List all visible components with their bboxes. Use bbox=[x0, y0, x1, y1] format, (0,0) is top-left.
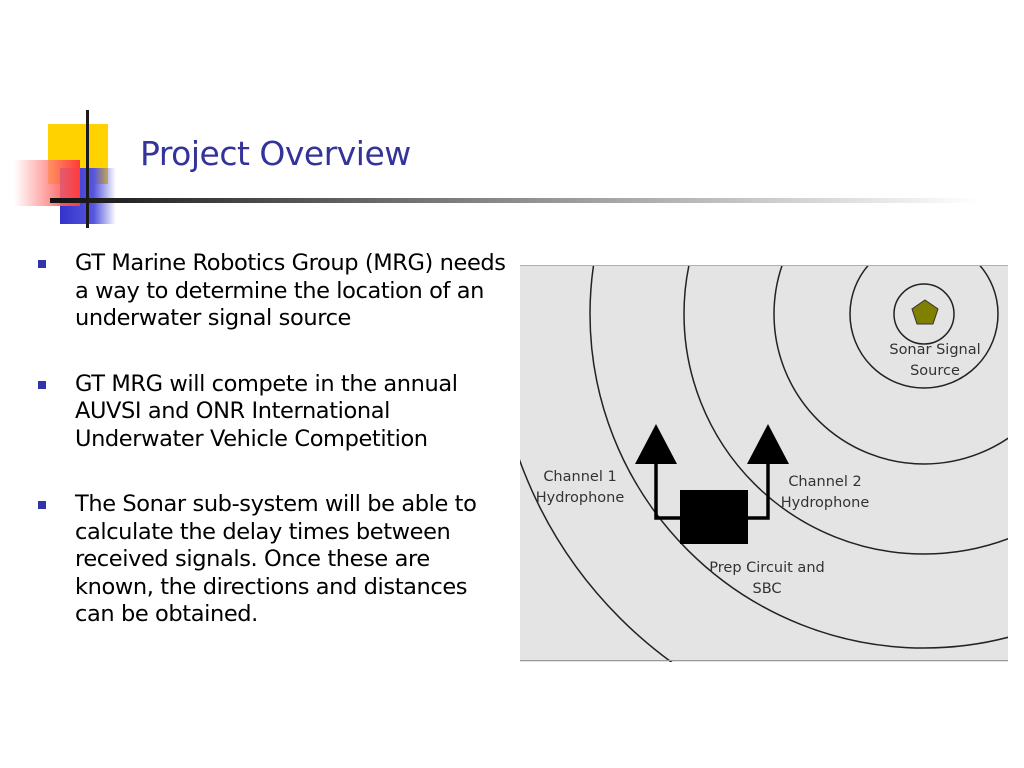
diagram-top-border bbox=[520, 265, 1008, 266]
bullet-item bbox=[34, 371, 512, 454]
sonar-source-label-line2: Source bbox=[910, 363, 960, 379]
channel2-hydrophone-arrow-icon bbox=[747, 424, 789, 464]
sonar-source-label-line1: Sonar Signal bbox=[889, 342, 981, 358]
sonar-diagram-svg bbox=[520, 266, 1008, 662]
channel1-hydrophone-arrow-icon bbox=[635, 424, 677, 464]
prep-circuit-label-line1: Prep Circuit and bbox=[709, 560, 825, 576]
channel2-connection-line bbox=[746, 462, 768, 518]
bullet-text: The Sonar sub-system will be able to calculate the delay times between received signals. Once these are known, the directions and distances can be obtained. bbox=[75, 491, 477, 627]
bullet-item bbox=[34, 491, 512, 629]
bullet-square-icon bbox=[38, 501, 46, 509]
slide-title: Project Overview bbox=[140, 134, 411, 173]
title-deco-vertical-line bbox=[86, 110, 89, 228]
title-underline bbox=[50, 198, 980, 203]
channel1-label-line1: Channel 1 bbox=[543, 469, 617, 485]
channel2-label-line2: Hydrophone bbox=[780, 495, 870, 511]
bullet-text: GT MRG will compete in the annual AUVSI and ONR International Underwater Vehicle Competition bbox=[75, 370, 458, 452]
prep-circuit-box bbox=[680, 490, 748, 544]
sonar-diagram bbox=[520, 266, 1008, 662]
bullet-square-icon bbox=[38, 381, 46, 389]
channel1-connection-line bbox=[656, 462, 682, 518]
bullet-square-icon bbox=[38, 260, 46, 268]
sonar-source-pentagon-icon bbox=[912, 300, 938, 324]
channel1-label-line2: Hydrophone bbox=[535, 490, 625, 506]
signal-wave-ring bbox=[774, 266, 1008, 464]
bullet-item bbox=[34, 250, 512, 333]
channel2-label-line1: Channel 2 bbox=[788, 474, 862, 490]
bullet-list bbox=[34, 250, 512, 667]
prep-circuit-label-line2: SBC bbox=[752, 581, 782, 597]
diagram-bottom-border bbox=[520, 660, 1008, 661]
bullet-text: GT Marine Robotics Group (MRG) needs a way to determine the location of an underwater signal source bbox=[75, 250, 506, 331]
